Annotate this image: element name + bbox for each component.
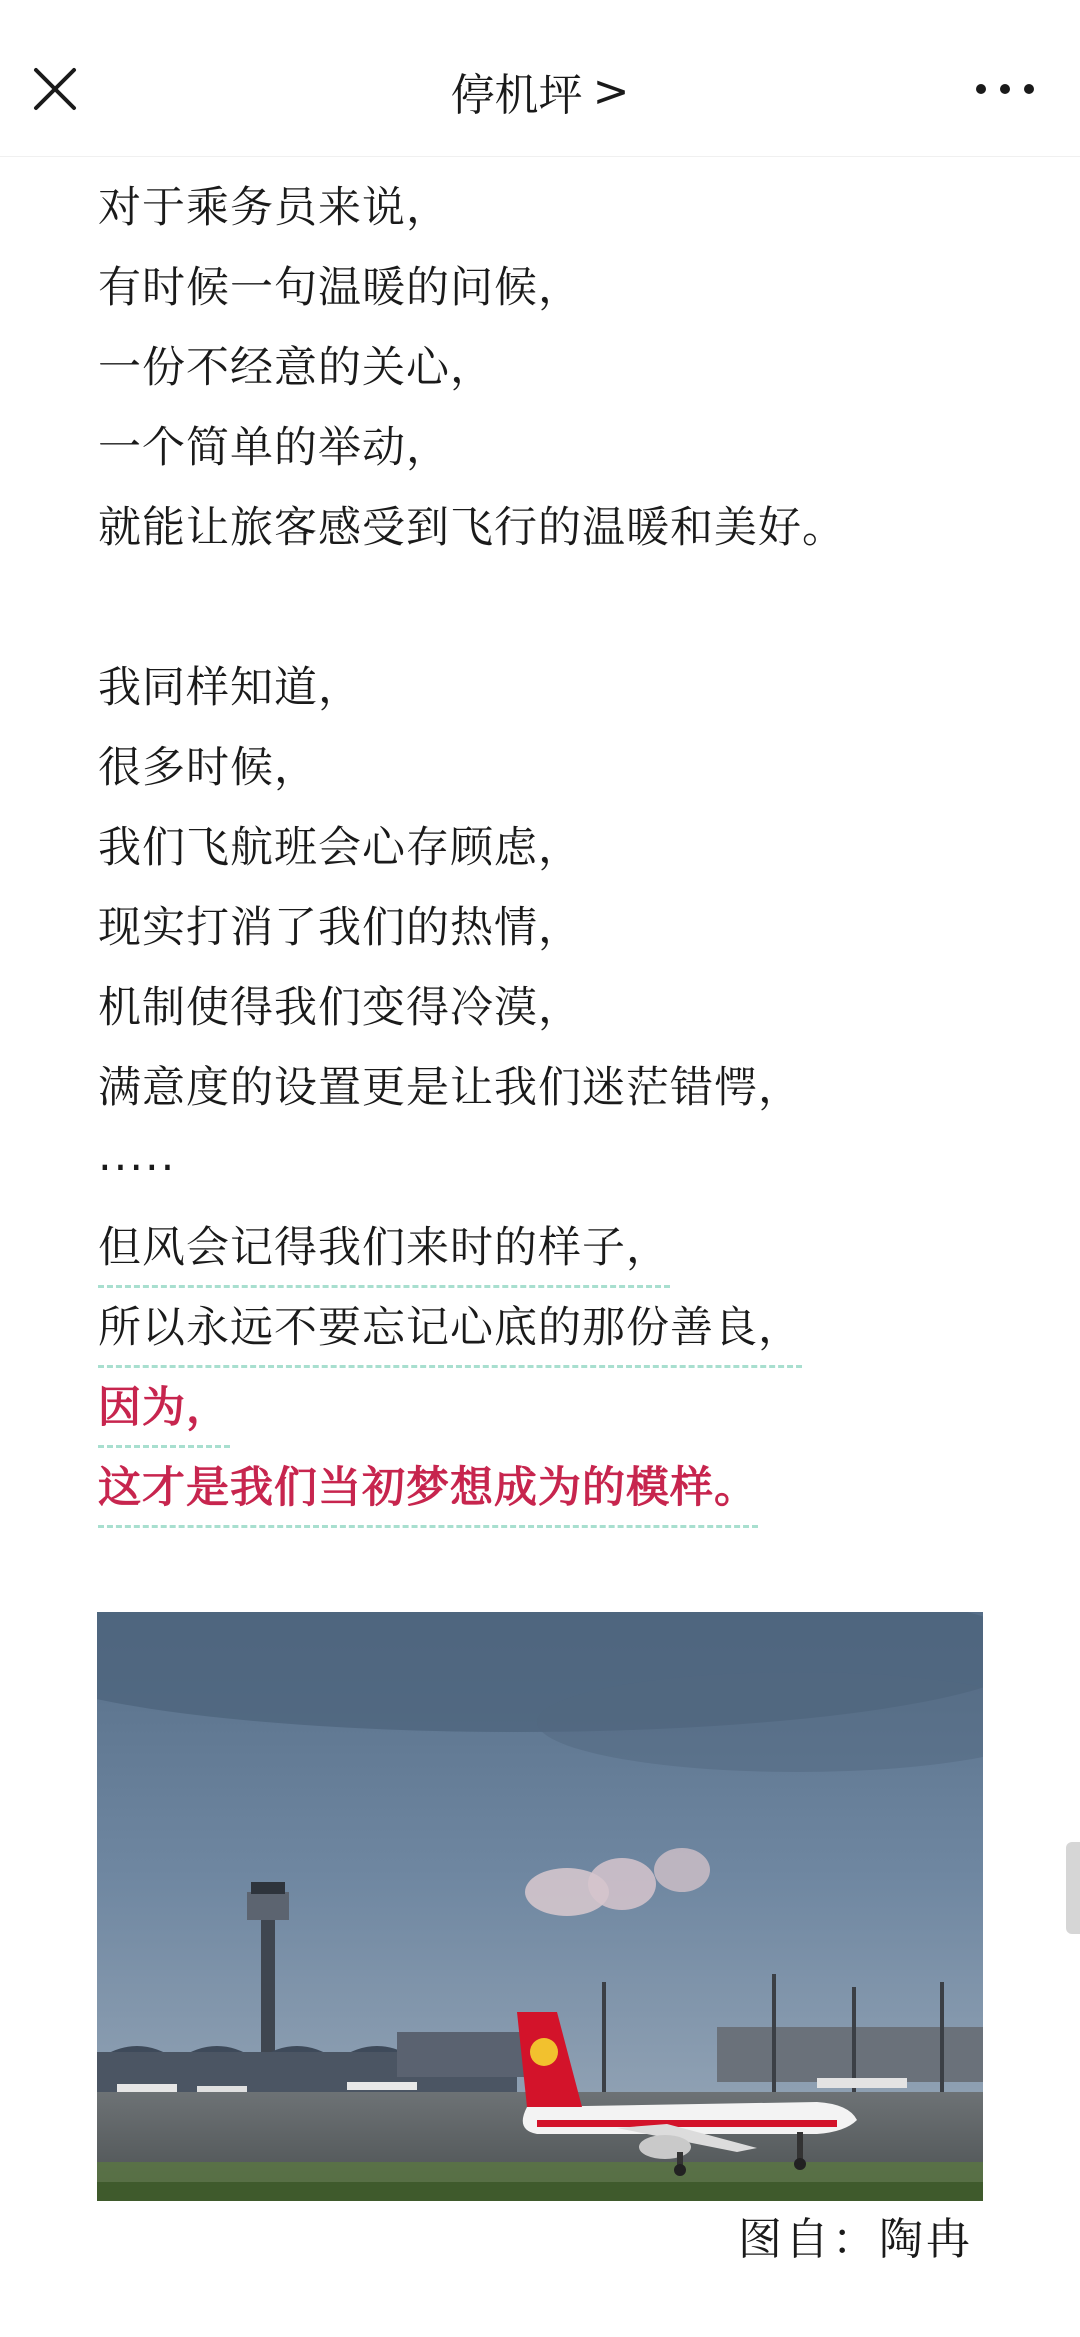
photo-caption: 图自：陶冉	[738, 2214, 973, 2265]
emphasis-line: 因为，	[98, 1377, 230, 1448]
text-line: 一个简单的举动，	[98, 423, 450, 473]
ellipsis-line: ·····	[98, 1143, 177, 1193]
emphasis-line: 这才是我们当初梦想成为的模样。	[98, 1457, 758, 1528]
text-line: 满意度的设置更是让我们迷茫错愕，	[98, 1063, 802, 1113]
highlighted-line: 所以永远不要忘记心底的那份善良，	[98, 1297, 802, 1368]
text-line: 现实打消了我们的热情，	[98, 903, 582, 953]
text-line: 一份不经意的关心，	[98, 343, 494, 393]
text-line: 我同样知道，	[98, 663, 362, 713]
top-bar	[0, 0, 1080, 157]
text-line: 机制使得我们变得冷漠，	[98, 983, 582, 1033]
text-line: 我们飞航班会心存顾虑，	[98, 823, 582, 873]
paragraph-spacer	[98, 568, 998, 648]
scrollbar-thumb[interactable]	[1066, 1842, 1080, 1934]
airport-photo[interactable]	[97, 1612, 983, 2201]
article-body	[98, 168, 998, 1528]
highlighted-line: 但风会记得我们来时的样子，	[98, 1217, 670, 1288]
text-line: 对于乘务员来说，	[98, 183, 450, 233]
account-title-link[interactable]	[451, 59, 630, 123]
text-line: 有时候一句温暖的问候，	[98, 263, 582, 313]
text-line: 很多时候，	[98, 743, 318, 793]
text-line: 就能让旅客感受到飞行的温暖和美好。	[98, 503, 846, 553]
more-options-button[interactable]	[972, 74, 1038, 104]
chevron-right-icon: >	[592, 65, 630, 117]
more-icon	[972, 74, 1038, 104]
page-title: 停机坪	[450, 70, 583, 121]
airport-image	[97, 1612, 983, 2201]
